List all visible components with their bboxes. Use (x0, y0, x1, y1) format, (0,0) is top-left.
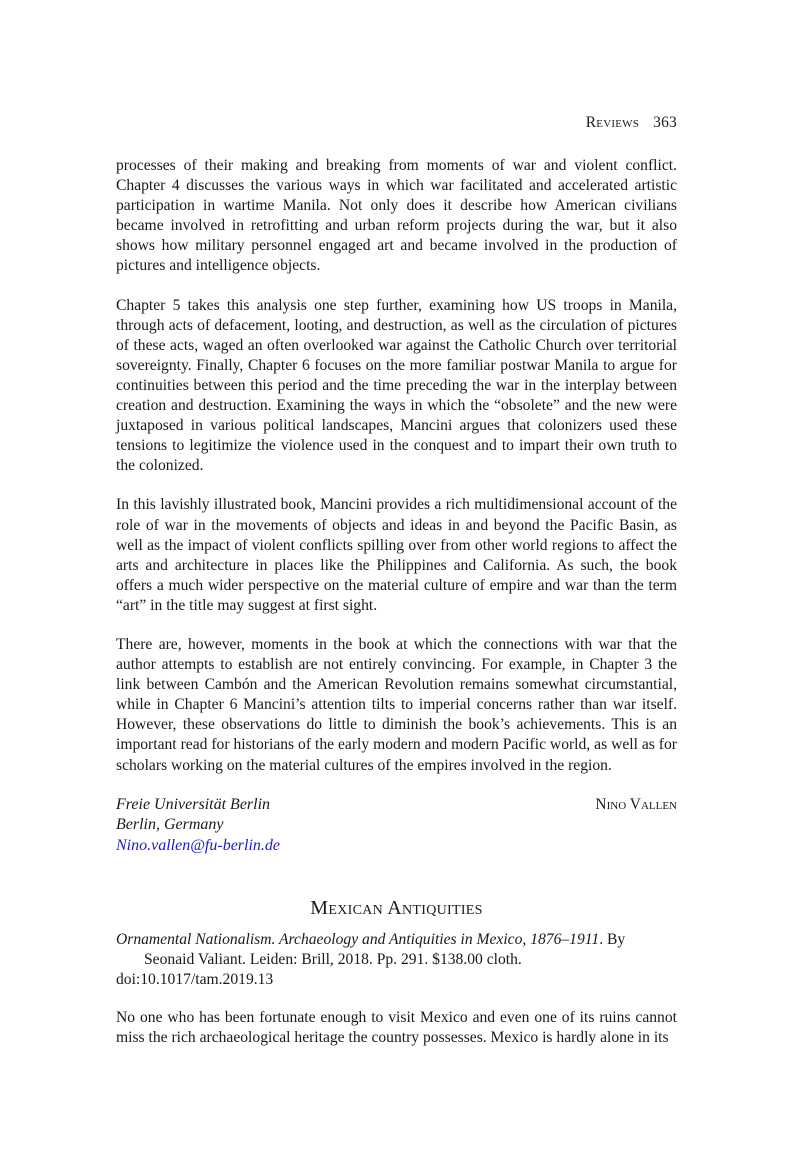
reviewer-institution: Freie Universität Berlin (116, 795, 271, 813)
reviewer-email-link[interactable]: Nino.vallen@fu-berlin.de (116, 836, 281, 854)
running-head (586, 114, 677, 132)
paragraph: No one who has been fortunate enough to visit Mexico and even one of its ruins cannot miss the rich archaeological heritage the country possesses. Mexico is hardly alone in its (116, 1008, 677, 1046)
reviewer-location: Berlin, Germany (116, 816, 224, 834)
book-citation (116, 930, 677, 990)
page-number: 363 (653, 114, 677, 131)
section-heading: Mexican Antiquities (310, 896, 483, 919)
book-doi: doi:10.1017/tam.2019.13 (116, 970, 274, 988)
book-details: . By Seonaid Valiant. Leiden: Brill, 2018. Pp. 291. $138.00 cloth. (144, 930, 626, 968)
book-title: Ornamental Nationalism. Archaeology and Antiquities in Mexico, 1876–1911 (116, 930, 600, 948)
paragraph: There are, however, moments in the book at which the connections with war that the author attempts to establish are not entirely convincing. For example, in Chapter 3 the link between Cambón and the American Revolution remains somewhat circumstantial, while in Chapter 6 Mancini’s attention tilts to imperial concerns rather than war itself. However, these observations do little to diminish the book’s achievements. This is an important read for historians of the early modern and modern Pacific world, as well as for scholars working on the material cultures of the empires involved in the region. (116, 635, 677, 774)
running-head-title: Reviews (585, 114, 640, 131)
paragraph: In this lavishly illustrated book, Mancini provides a rich multidimensional account of the role of war in the movements of objects and ideas in and beyond the Pacific Basin, as well as the impact of violent conflicts spilling over from other world regions to affect the arts and architecture in places like the Philippines and California. As such, the book offers a much wider perspective on the material culture of empire and war than the term “art” in the title may suggest at first sight. (116, 496, 677, 614)
reviewer-name: Nino Vallen (595, 795, 677, 813)
reviewer-affiliation (116, 795, 280, 857)
paragraph: processes of their making and breaking from moments of war and violent conflict. Chapter 4 discusses the various ways in which war facilitated and accelerated artistic participation in wartime Manila. Not only does it describe how American civilians became involved in retrofitting and urban reform projects during the war, but it also shows how military personnel engaged art and became involved in the production of pictures and intelligence objects. (116, 157, 677, 275)
paragraph: Chapter 5 takes this analysis one step further, examining how US troops in Manila, through acts of defacement, looting, and destruction, as well as the circulation of pictures of these acts, waged an often overlooked war against the Catholic Church over territorial sovereignty. Finally, Chapter 6 focuses on the more familiar postwar Manila to argue for continuities between this period and the time preceding the war in the interplay between creation and destruction. Examining the ways in which the “obsolete” and the new were juxtaposed in various political landscapes, Mancini argues that colonizers used these tensions to legitimize the violence used in the conquest and to impart their own truth to the colonized. (116, 296, 677, 475)
review-body (116, 156, 677, 1067)
reviewer-signature (116, 795, 677, 859)
